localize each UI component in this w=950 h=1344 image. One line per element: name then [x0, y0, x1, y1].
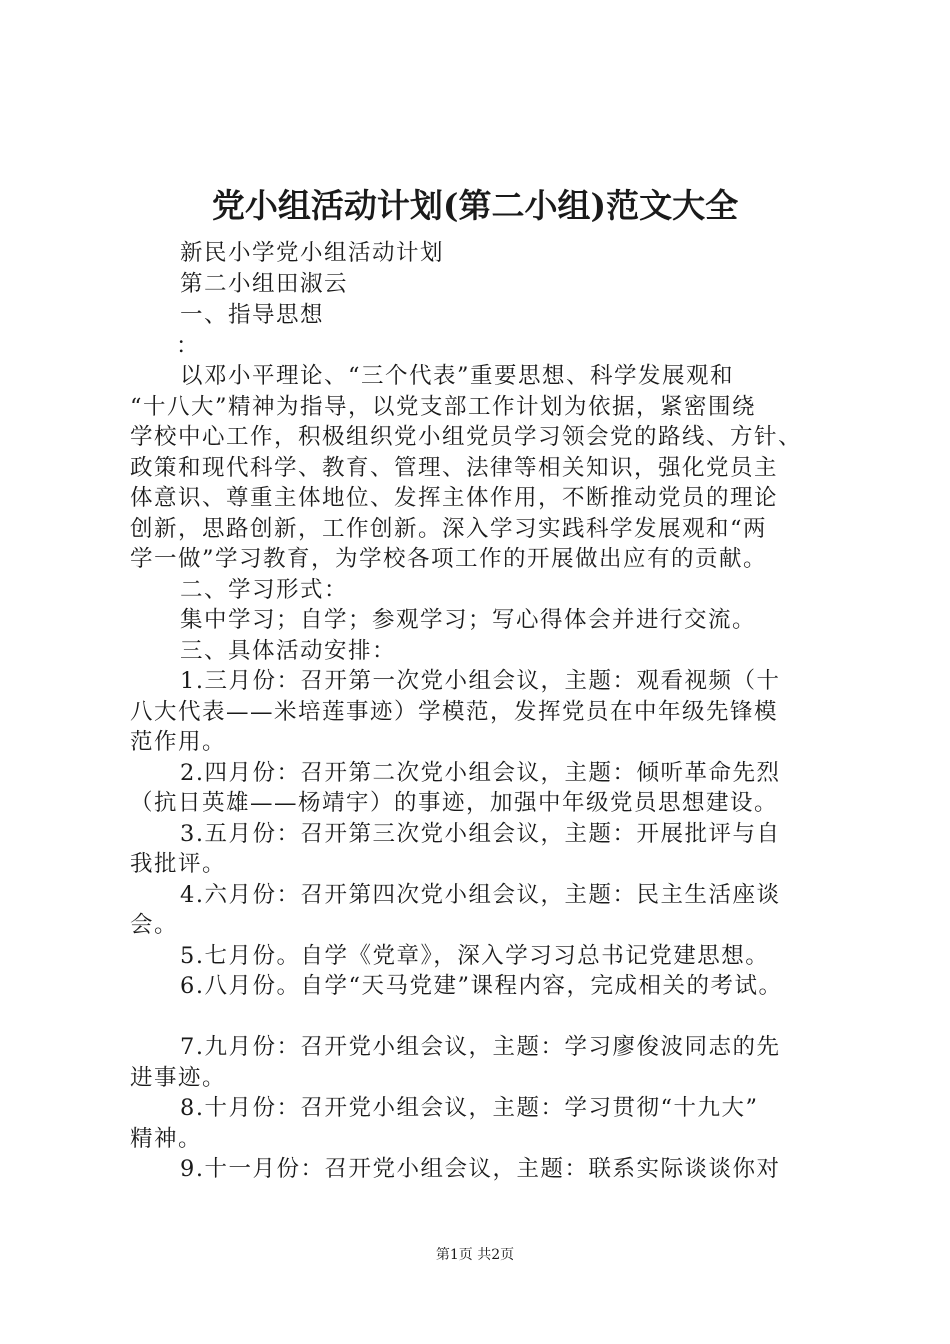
text-line: 集中学习；自学；参观学习；写心得体会并进行交流。 [180, 607, 757, 633]
section-heading: 二、学习形式： [180, 577, 349, 603]
text-line: 1.三月份：召开第一次党小组会议，主题：观看视频（十 [180, 668, 781, 694]
text-line: 精神。 [130, 1126, 203, 1152]
text-line: 第二小组田淑云 [180, 271, 349, 297]
text-line: 3.五月份：召开第三次党小组会议，主题：开展批评与自 [180, 821, 781, 847]
text-line: 学一做”学习教育，为学校各项工作的开展做出应有的贡献。 [130, 546, 768, 572]
text-line: 学校中心工作，积极组织党小组党员学习领会党的路线、方针、 [130, 424, 803, 450]
text-line: 6.八月份。自学“天马党建”课程内容，完成相关的考试。 [180, 973, 783, 999]
text-line: 范作用。 [130, 729, 227, 755]
text-line: 8.十月份：召开党小组会议，主题：学习贯彻“十九大” [180, 1095, 759, 1121]
text-line: 我批评。 [130, 851, 227, 877]
text-line: 4.六月份：召开第四次党小组会议，主题：民主生活座谈 [180, 882, 781, 908]
text-line: 5.七月份。自学《党章》，深入学习习总书记党建思想。 [180, 943, 770, 969]
text-line: 八大代表——米培莲事迹）学模范，发挥党员在中年级先锋模 [130, 699, 779, 725]
section-heading: 三、具体活动安排： [180, 638, 397, 664]
text-line: 新民小学党小组活动计划 [180, 240, 445, 266]
page-number-footer: 第1页 共2页 [435, 1247, 515, 1263]
text-line: 会。 [130, 912, 179, 938]
text-line: 政策和现代科学、教育、管理、法律等相关知识，强化党员主 [130, 455, 779, 481]
text-line: 创新，思路创新，工作创新。深入学习实践科学发展观和“两 [130, 516, 768, 542]
text-line: 体意识、尊重主体地位、发挥主体作用，不断推动党员的理论 [130, 485, 779, 511]
text-line: 进事迹。 [130, 1065, 227, 1091]
document-title: 党小组活动计划(第二小组)范文大全 [211, 186, 739, 225]
text-line: ： [176, 333, 201, 359]
text-line: 以邓小平理论、“三个代表”重要思想、科学发展观和 [180, 363, 735, 389]
text-line: 2.四月份：召开第二次党小组会议，主题：倾听革命先烈 [180, 760, 781, 786]
text-line: 9.十一月份：召开党小组会议，主题：联系实际谈谈你对 [180, 1156, 781, 1182]
text-line: 7.九月份：召开党小组会议，主题：学习廖俊波同志的先 [180, 1034, 781, 1060]
text-line: （抗日英雄——杨靖宇）的事迹，加强中年级党员思想建设。 [130, 790, 779, 816]
text-line: “十八大”精神为指导，以党支部工作计划为依据，紧密围绕 [130, 394, 757, 420]
section-heading: 一、指导思想 [180, 302, 325, 328]
